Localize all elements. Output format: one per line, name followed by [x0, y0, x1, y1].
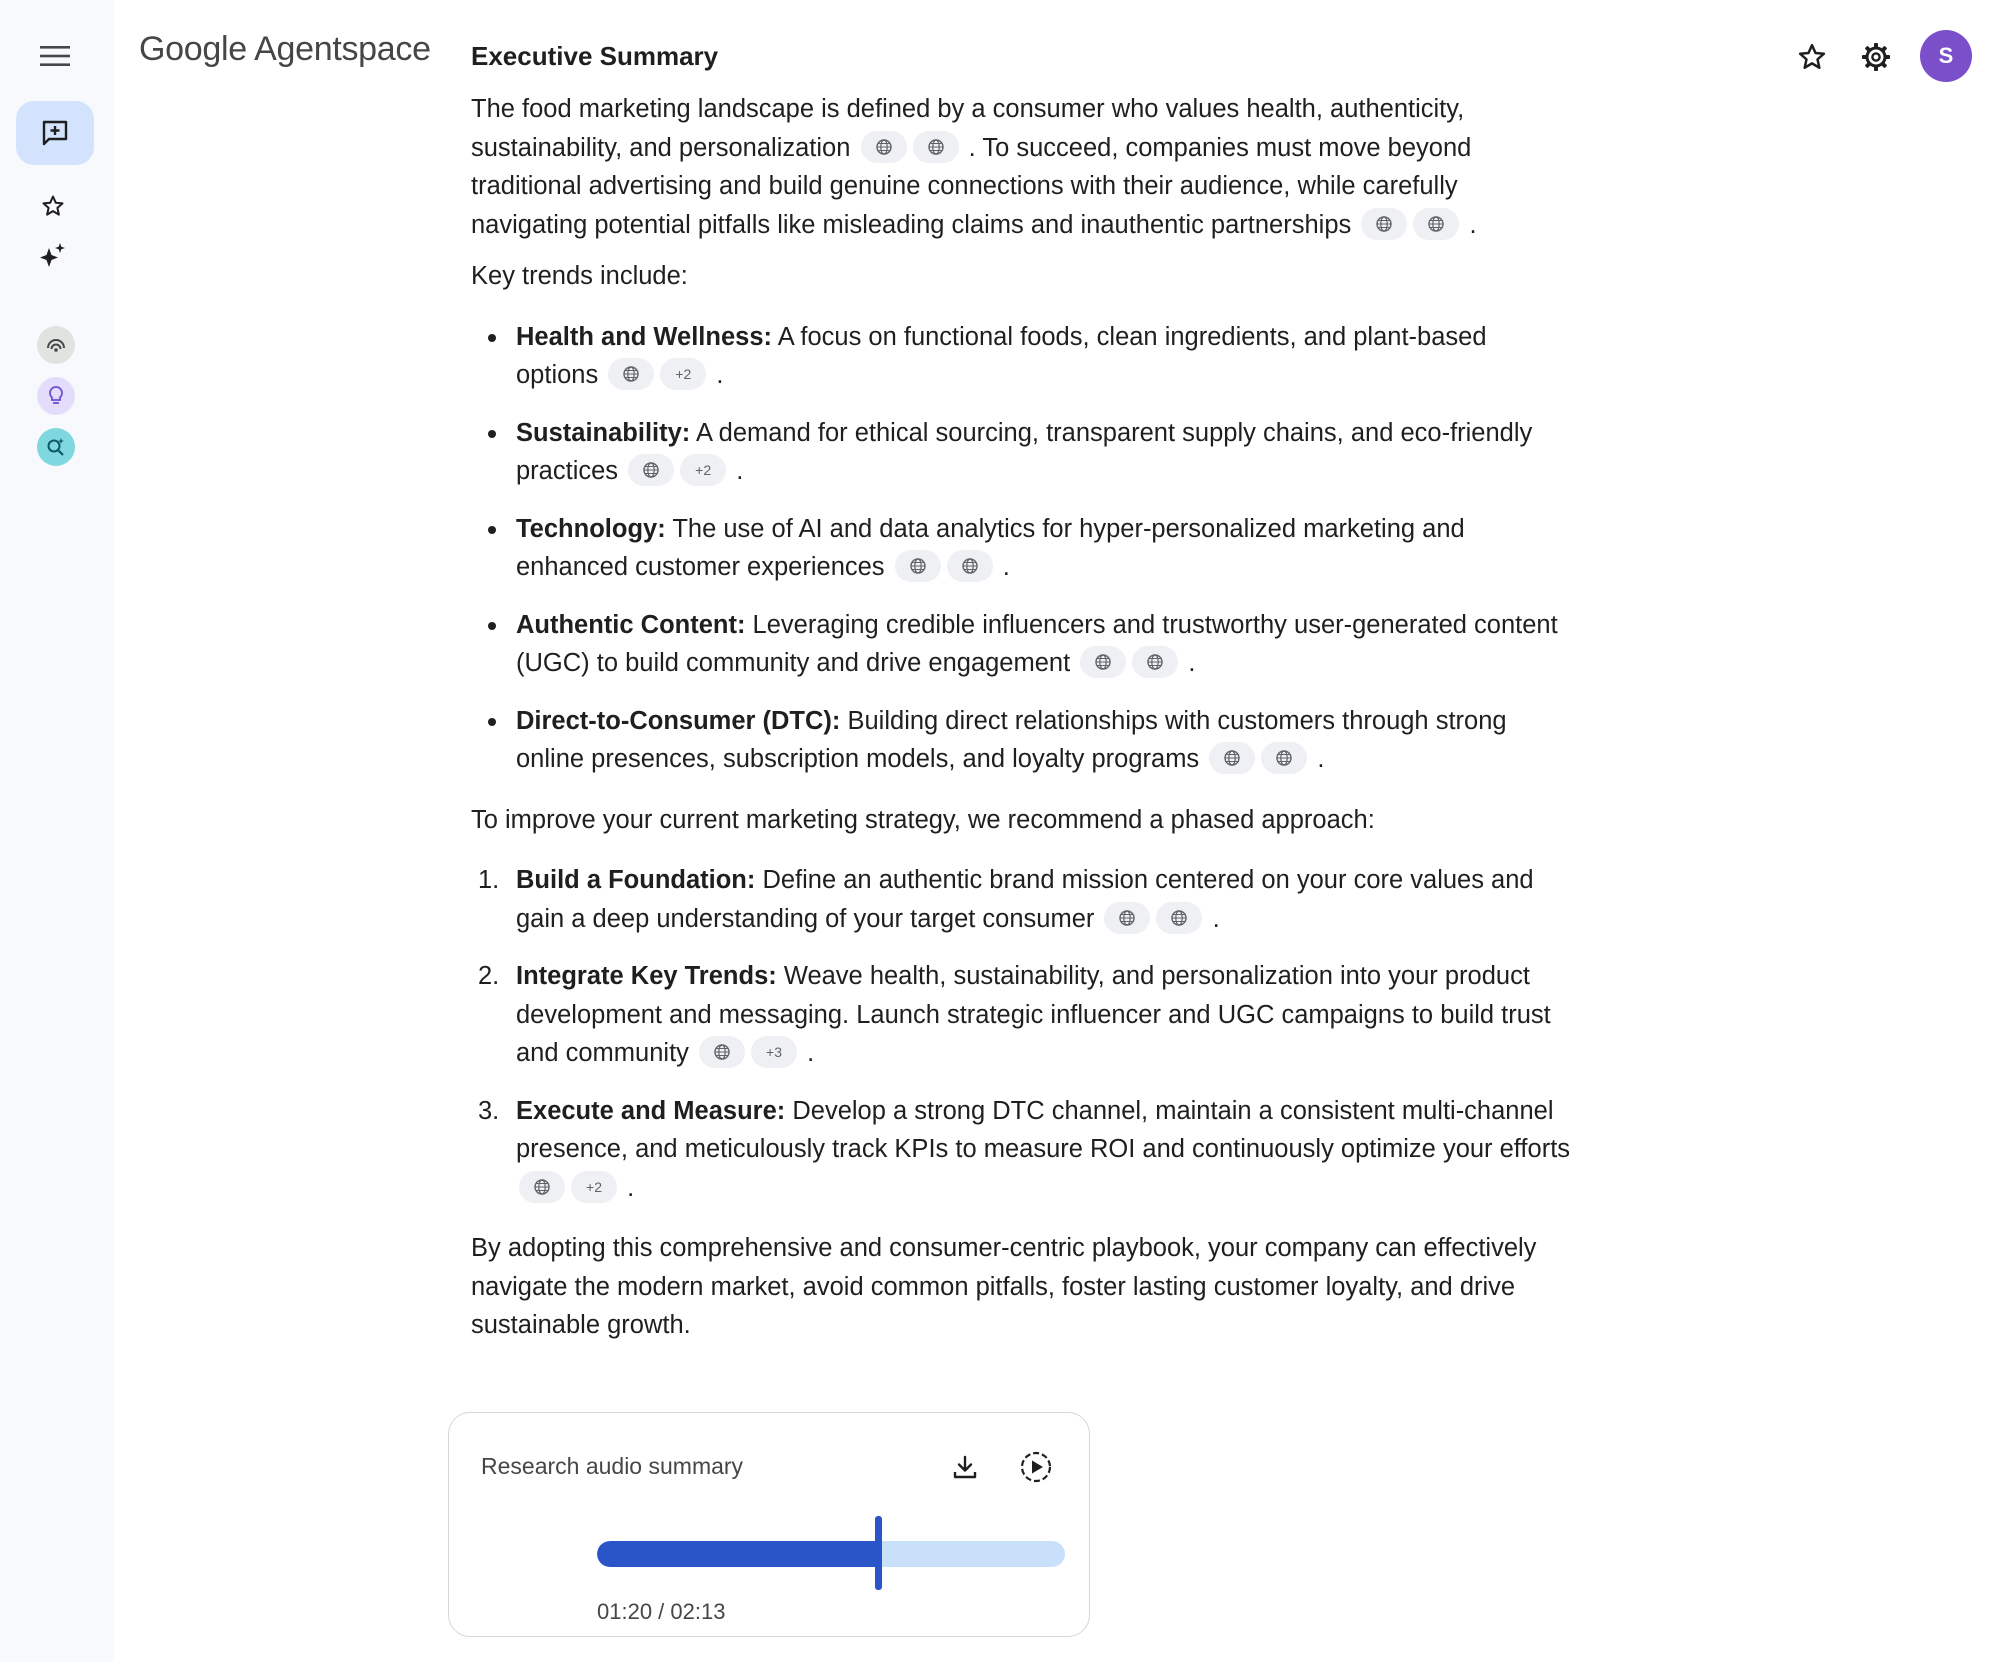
citation-globe-icon[interactable]	[1080, 646, 1126, 678]
trend-label: Health and Wellness:	[516, 322, 773, 351]
audio-progress-track[interactable]	[597, 1541, 1065, 1567]
citation-globe-icon[interactable]	[608, 358, 654, 390]
citation-globe-icon[interactable]	[1209, 742, 1255, 774]
brand-product: Agentspace	[254, 30, 431, 68]
star-icon[interactable]	[1791, 36, 1833, 78]
citation-globe-icon[interactable]	[1261, 742, 1307, 774]
new-chat-icon	[40, 118, 70, 148]
brand-google: Google	[139, 30, 247, 68]
time-separator: /	[652, 1599, 671, 1624]
citation-globe-icon[interactable]	[628, 454, 674, 486]
approach-intro: To improve your current marketing strategy, we recommend a phased approach:	[471, 805, 1375, 834]
list-item	[516, 606, 1571, 683]
list-item	[478, 1092, 1571, 1208]
list-item	[516, 702, 1571, 779]
steps-list	[471, 861, 1571, 1207]
period: .	[1317, 745, 1325, 773]
period: .	[807, 1039, 815, 1067]
app-logo[interactable]	[139, 30, 431, 69]
trend-label: Direct-to-Consumer (DTC):	[516, 706, 841, 735]
audio-progress-fill	[597, 1541, 878, 1567]
intro-end: .	[1469, 210, 1477, 239]
citation-more-chip[interactable]: +3	[751, 1036, 797, 1068]
step-label: Execute and Measure:	[516, 1096, 786, 1125]
step-label: Integrate Key Trends:	[516, 962, 777, 990]
period: .	[1212, 904, 1220, 933]
citation-globe-icon[interactable]	[895, 550, 941, 582]
play-icon[interactable]	[1014, 1445, 1058, 1489]
settings-gear-icon[interactable]	[1855, 36, 1897, 78]
audio-current-time: 01:20	[597, 1599, 653, 1624]
audio-summary-card	[448, 1412, 1090, 1637]
citation-more-chip[interactable]: +2	[660, 358, 706, 390]
trend-text: Leveraging credible influencers and trustworthy user-generated content (UGC) to build community and drive engagement	[516, 610, 1558, 677]
audio-total-time: 02:13	[670, 1599, 726, 1624]
intro-text-a: The food marketing landscape is defined by a consumer who values health, authenticity, sustainability, and personalization	[471, 95, 1465, 162]
trend-text: A focus on functional foods, clean ingredients, and plant-based options	[516, 322, 1487, 389]
list-item	[478, 861, 1571, 938]
citation-globe-icon[interactable]	[1156, 902, 1202, 934]
step-text: Develop a strong DTC channel, maintain a consistent multi-channel presence, and meticulously track KPIs to measure ROI and continuously optimize your efforts	[516, 1096, 1571, 1163]
step-number: 1.	[478, 866, 500, 894]
conclusion-paragraph: By adopting this comprehensive and consumer-centric playbook, your company can effectively navigate the modern market, avoid common pitfalls, foster lasting customer loyalty, and drive sustainable growth.	[471, 1234, 1537, 1339]
citation-globe-icon[interactable]	[1361, 208, 1407, 240]
download-icon[interactable]	[943, 1445, 987, 1489]
agent-idea-icon[interactable]	[37, 377, 75, 415]
trend-text: Building direct relationships with customers through strong online presences, subscription models, and loyalty programs	[516, 706, 1507, 773]
step-label: Build a Foundation:	[516, 866, 756, 894]
trend-label: Technology:	[516, 514, 666, 543]
citation-globe-icon[interactable]	[519, 1171, 565, 1203]
agent-research-icon[interactable]	[37, 428, 75, 466]
list-item	[478, 957, 1571, 1073]
period: .	[736, 457, 744, 485]
new-chat-button[interactable]	[16, 101, 94, 165]
citation-more-chip[interactable]: +2	[571, 1171, 617, 1203]
list-item	[516, 510, 1571, 587]
audio-scrub-handle[interactable]	[875, 1516, 882, 1590]
step-number: 3.	[478, 1096, 500, 1125]
avatar[interactable]: S	[1920, 30, 1972, 82]
agent-podcast-icon[interactable]	[37, 326, 75, 364]
citation-more-chip[interactable]: +2	[680, 454, 726, 486]
citation-globe-icon[interactable]	[947, 550, 993, 582]
response-content	[471, 38, 1571, 1358]
trend-label: Authentic Content:	[516, 610, 746, 639]
intro-paragraph	[471, 90, 1571, 244]
period: .	[1002, 553, 1010, 581]
sidebar-rail	[0, 0, 114, 1662]
trends-list	[471, 318, 1571, 779]
period: .	[627, 1173, 635, 1202]
citation-globe-icon[interactable]	[1104, 902, 1150, 934]
list-item	[516, 318, 1571, 395]
period: .	[1188, 649, 1196, 677]
citation-globe-icon[interactable]	[699, 1036, 745, 1068]
citation-globe-icon[interactable]	[1413, 208, 1459, 240]
period: .	[716, 361, 724, 389]
step-text: Weave health, sustainability, and personalization into your product development and messaging. Launch strategic influencer and UGC campaigns to build trust and community	[516, 962, 1551, 1067]
intro-text-b: . To succeed, companies must move beyond traditional advertising and build genuine connections with their audience, while carefully navigating potential pitfalls like misleading claims and inauthentic partnerships	[471, 133, 1472, 239]
trend-label: Sustainability:	[516, 418, 691, 447]
sparkle-agents-icon[interactable]	[33, 236, 73, 276]
starred-nav-icon[interactable]	[33, 186, 73, 226]
audio-time	[597, 1599, 725, 1625]
citation-globe-icon[interactable]	[1132, 646, 1178, 678]
citation-globe-icon[interactable]	[913, 131, 959, 163]
audio-title: Research audio summary	[481, 1453, 744, 1479]
key-trends-heading: Key trends include:	[471, 262, 688, 290]
step-number: 2.	[478, 962, 500, 990]
trend-text: The use of AI and data analytics for hyper-personalized marketing and enhanced customer experiences	[516, 514, 1465, 581]
step-text: Define an authentic brand mission centered on your core values and gain a deep understanding of your target consumer	[516, 866, 1534, 933]
list-item	[516, 414, 1571, 491]
menu-icon[interactable]	[29, 30, 81, 82]
page-title: Executive Summary	[471, 41, 719, 71]
trend-text: A demand for ethical sourcing, transparent supply chains, and eco-friendly practices	[516, 418, 1533, 485]
citation-globe-icon[interactable]	[861, 131, 907, 163]
